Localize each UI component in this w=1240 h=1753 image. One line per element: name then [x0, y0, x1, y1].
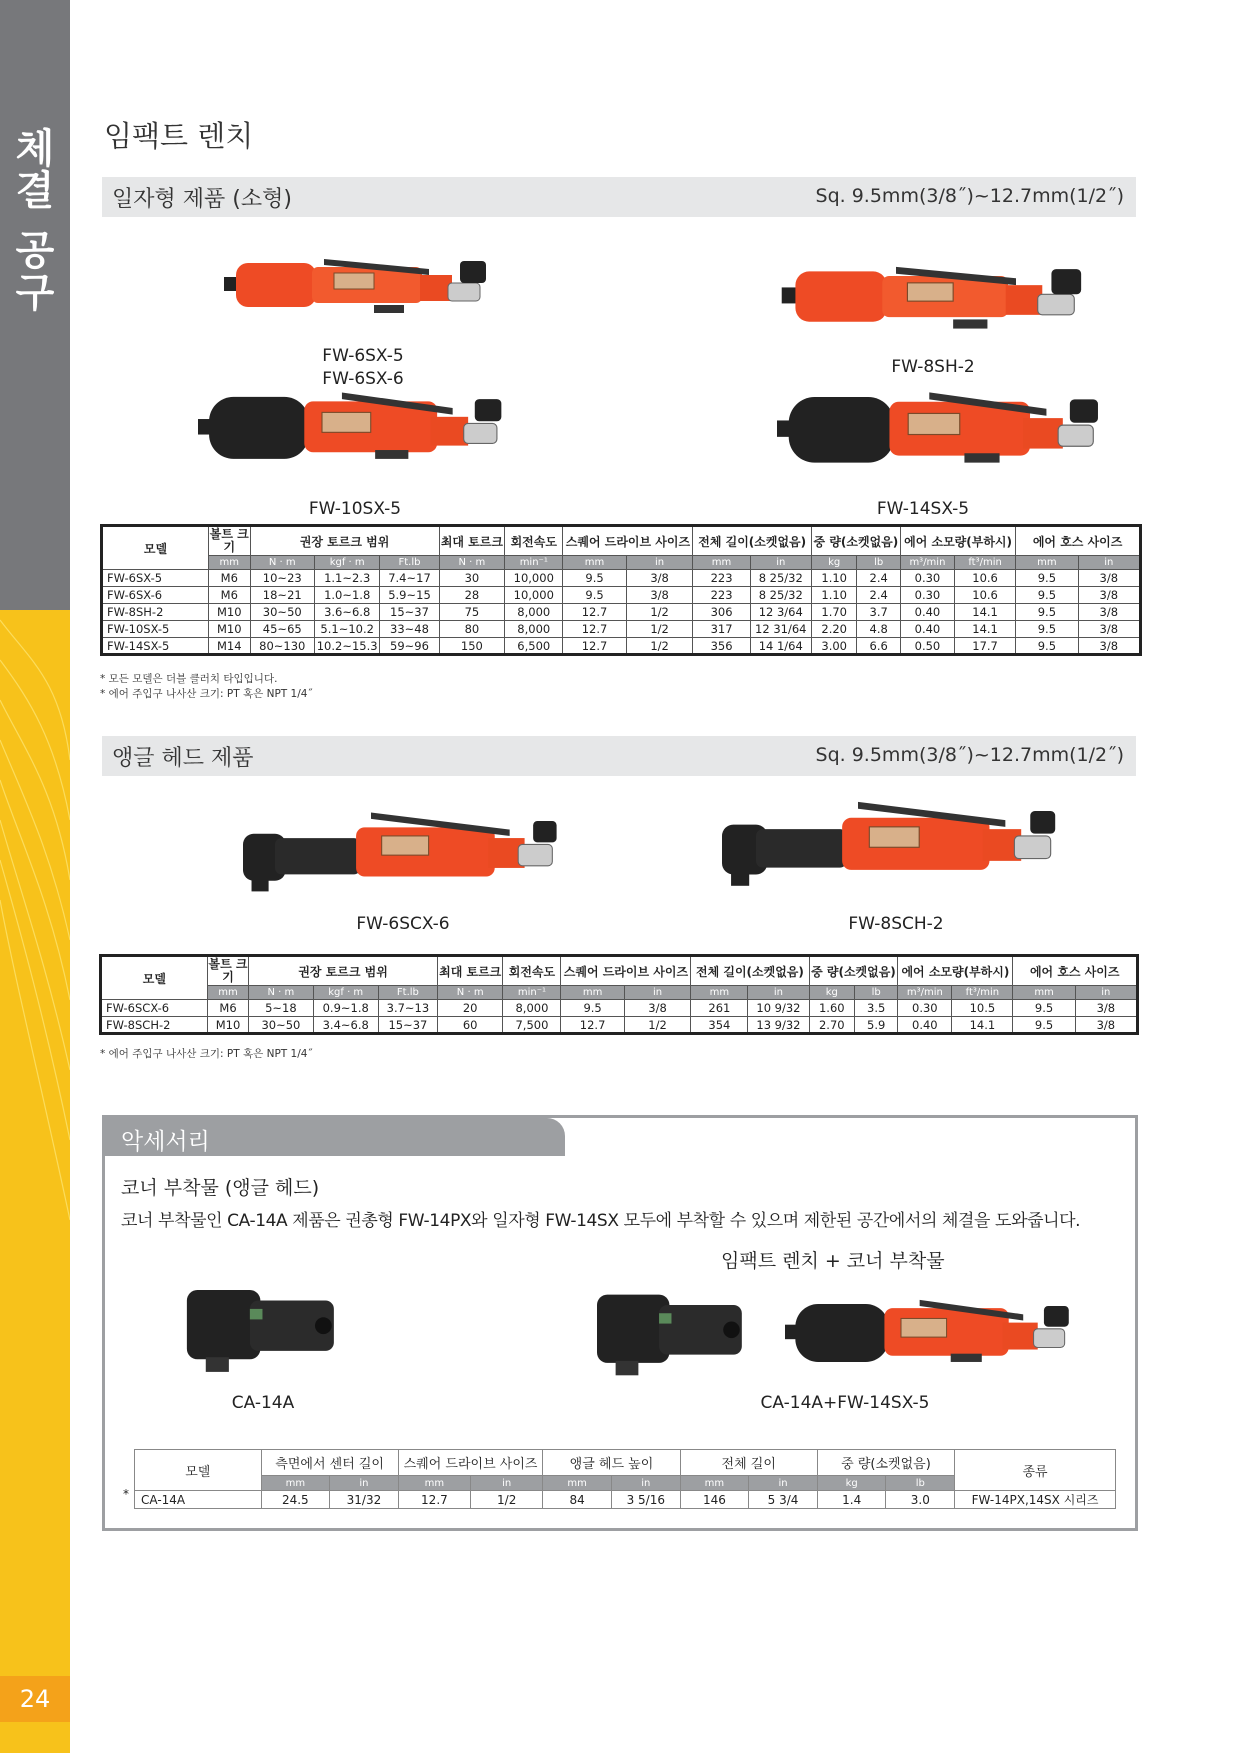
table-cell: 12.7 — [398, 1491, 470, 1509]
accessory-box — [102, 1115, 1138, 1531]
table-cell: 14 1/64 — [750, 638, 811, 655]
unit-cell: mm — [543, 1476, 612, 1491]
acc-header-center-length: 측면에서 센터 길이 — [261, 1450, 398, 1476]
table-row — [102, 587, 1141, 604]
table-cell: M10 — [209, 604, 251, 621]
unit-cell: kg — [817, 1476, 886, 1491]
unit-cell: mm — [207, 986, 248, 1000]
sidebar-char: 체 — [15, 126, 55, 172]
table-cell: 30 — [439, 570, 505, 587]
unit-cell: mm — [1016, 556, 1078, 570]
table-cell: 17.7 — [954, 638, 1015, 655]
table-cell: 12 3/64 — [750, 604, 811, 621]
table-cell: 1.60 — [809, 1000, 855, 1017]
unit-cell: mm — [209, 556, 251, 570]
table-cell: 1.10 — [811, 587, 857, 604]
spec-table-body — [101, 1000, 1138, 1034]
spec-table-angle — [99, 954, 1139, 1035]
sidebar — [0, 0, 70, 1753]
unit-cell: Ft.lb — [380, 556, 439, 570]
note: * 에어 주입구 나사산 크기: PT 혹은 NPT 1/4˝ — [100, 1048, 313, 1060]
table-cell: 0.30 — [900, 570, 954, 587]
table-cell: 12.7 — [563, 638, 626, 655]
product-caption: FW-14SX-5 — [876, 499, 970, 519]
table-cell: 2.20 — [811, 621, 857, 638]
header-weight: 중 량(소켓없음) — [811, 526, 900, 556]
model-cell: FW-8SH-2 — [102, 604, 209, 621]
table-cell: 306 — [693, 604, 750, 621]
acc-header-head-height: 앵글 헤드 높이 — [543, 1450, 680, 1476]
table-cell: 12 31/64 — [750, 621, 811, 638]
unit-cell: kg — [809, 986, 855, 1000]
table-cell: 10,000 — [505, 587, 563, 604]
table-cell: 2.4 — [857, 587, 900, 604]
table-cell: 0.40 — [900, 604, 954, 621]
table-cell: M10 — [207, 1017, 248, 1034]
product-photo-ca-14a — [183, 1290, 343, 1374]
product-caption: FW-6SCX-6 — [356, 914, 450, 934]
product-caption: FW-8SH-2 — [891, 357, 975, 377]
table-row — [102, 638, 1141, 655]
product-photo-fw-6sx — [224, 253, 494, 323]
header-max-torque: 최대 토르크 — [437, 956, 502, 986]
table-cell: M6 — [209, 587, 251, 604]
table-cell: 3/8 — [1075, 1017, 1137, 1034]
header-air: 에어 소모량(부하시) — [898, 956, 1013, 986]
table-cell: 14.1 — [952, 1017, 1013, 1034]
combo-title: 임팩트 렌치 + 코너 부착물 — [721, 1250, 945, 1272]
unit-cell: kg — [811, 556, 857, 570]
table-cell: 223 — [693, 587, 750, 604]
table-cell: 6.6 — [857, 638, 900, 655]
unit-cell: in — [748, 986, 809, 1000]
table-cell: 45~65 — [250, 621, 314, 638]
product-photo-fw-8sh-2 — [776, 260, 1096, 340]
header-model: 모델 — [101, 956, 208, 1000]
table-row — [102, 604, 1141, 621]
table-cell: 60 — [437, 1017, 502, 1034]
table-cell: 0.50 — [900, 638, 954, 655]
table-cell: 1.70 — [811, 604, 857, 621]
product-caption: CA-14A+FW-14SX-5 — [760, 1393, 930, 1413]
table-cell: 10.6 — [954, 570, 1015, 587]
acc-header-weight: 중 량(소켓없음) — [817, 1450, 954, 1476]
header-speed: 회전속도 — [505, 526, 563, 556]
unit-cell: lb — [857, 556, 900, 570]
table-cell: 10.5 — [952, 1000, 1013, 1017]
acc-model-cell: CA-14A — [135, 1491, 262, 1509]
table-cell: 354 — [691, 1017, 748, 1034]
table-row — [102, 570, 1141, 587]
table-cell: 0.30 — [898, 1000, 952, 1017]
size-range: Sq. 9.5mm(3/8˝)~12.7mm(1/2˝) — [815, 185, 1124, 207]
unit-cell: mm — [561, 986, 624, 1000]
acc-header-model: 모델 — [135, 1450, 262, 1491]
unit-cell: mm — [1013, 986, 1075, 1000]
table-row — [101, 1017, 1138, 1034]
spec-table-body — [102, 570, 1141, 655]
unit-cell: in — [611, 1476, 680, 1491]
unit-cell: lb — [886, 1476, 955, 1491]
unit-cell: in — [330, 1476, 399, 1491]
table-cell: 8 25/32 — [750, 587, 811, 604]
table-cell: 1.4 — [817, 1491, 886, 1509]
unit-cell: N · m — [249, 986, 313, 1000]
unit-cell: min⁻¹ — [503, 986, 561, 1000]
table-cell: 5~18 — [249, 1000, 313, 1017]
table-cell: 10.2~15.3 — [314, 638, 379, 655]
unit-cell: Ft.lb — [378, 986, 437, 1000]
table-cell: 20 — [437, 1000, 502, 1017]
table-cell: 3 5/16 — [611, 1491, 680, 1509]
table-cell: 3/8 — [1078, 587, 1140, 604]
table-cell: 10~23 — [250, 570, 314, 587]
unit-cell: in — [624, 986, 691, 1000]
unit-cell: mm — [680, 1476, 749, 1491]
table-cell: 13 9/32 — [748, 1017, 809, 1034]
table-cell: 8,000 — [505, 604, 563, 621]
header-square-drive: 스퀘어 드라이브 사이즈 — [561, 956, 691, 986]
unit-cell: mm — [261, 1476, 330, 1491]
table-cell: M10 — [209, 621, 251, 638]
table-cell: 7.4~17 — [380, 570, 439, 587]
unit-cell: in — [1075, 986, 1137, 1000]
model-cell: FW-14SX-5 — [102, 638, 209, 655]
section-bar-straight — [102, 177, 1136, 217]
table-cell: 10 9/32 — [748, 1000, 809, 1017]
table-cell: 0.9~1.8 — [313, 1000, 378, 1017]
table-cell: 1.10 — [811, 570, 857, 587]
table-cell: 3.4~6.8 — [313, 1017, 378, 1034]
unit-cell: N · m — [439, 556, 505, 570]
table-cell: 3/8 — [1075, 1000, 1137, 1017]
spec-table-straight — [100, 524, 1142, 656]
table-cell: 9.5 — [1016, 570, 1078, 587]
table-cell: 3.5 — [855, 1000, 898, 1017]
product-photo-ca-14a-combo — [597, 1294, 747, 1378]
table-cell: 150 — [439, 638, 505, 655]
table-cell: 1/2 — [626, 621, 693, 638]
table-cell: 15~37 — [380, 604, 439, 621]
unit-cell: m³/min — [898, 986, 952, 1000]
table-cell: 80 — [439, 621, 505, 638]
unit-cell: min⁻¹ — [505, 556, 563, 570]
model-cell: FW-10SX-5 — [102, 621, 209, 638]
table-cell: 9.5 — [1016, 638, 1078, 655]
unit-cell: in — [750, 556, 811, 570]
model-cell: FW-6SCX-6 — [101, 1000, 208, 1017]
table-cell: 3/8 — [626, 587, 693, 604]
header-bolt: 볼트 크기 — [209, 527, 249, 554]
table-cell: 2.70 — [809, 1017, 855, 1034]
table-cell: 8,000 — [503, 1000, 561, 1017]
unit-cell: mm — [398, 1476, 470, 1491]
table-cell: 12.7 — [561, 1017, 624, 1034]
section-bar-angle — [102, 736, 1136, 776]
product-caption: FW-6SX-5 FW-6SX-6 — [322, 346, 404, 389]
size-range: Sq. 9.5mm(3/8˝)~12.7mm(1/2˝) — [815, 744, 1124, 766]
table-cell: 3.7 — [857, 604, 900, 621]
unit-cell: kgf · m — [314, 556, 379, 570]
table-cell: 3/8 — [626, 570, 693, 587]
table-cell: M14 — [209, 638, 251, 655]
table-cell: 0.30 — [900, 587, 954, 604]
table-cell: 6,500 — [505, 638, 563, 655]
table-cell: 0.40 — [898, 1017, 952, 1034]
table-cell: 1/2 — [471, 1491, 543, 1509]
note: * 모든 모델은 더블 클러치 타입입니다. — [100, 673, 278, 685]
table-cell: 9.5 — [1013, 1000, 1075, 1017]
sidebar-wave-decoration — [0, 600, 70, 1680]
table-cell: 84 — [543, 1491, 612, 1509]
table-cell: 317 — [693, 621, 750, 638]
accessory-subtitle: 코너 부착물 (앵글 헤드) — [121, 1177, 320, 1199]
table-cell: 8,000 — [505, 621, 563, 638]
table-row — [135, 1491, 1116, 1509]
product-caption: FW-10SX-5 — [308, 499, 402, 519]
product-photo-fw-14sx-5 — [776, 390, 1106, 472]
table-cell: 10.6 — [954, 587, 1015, 604]
table-row — [102, 621, 1141, 638]
table-cell: 12.7 — [563, 621, 626, 638]
header-torque-range: 권장 토르크 범위 — [249, 956, 438, 986]
table-cell: 9.5 — [1013, 1017, 1075, 1034]
model-cell: FW-6SX-5 — [102, 570, 209, 587]
table-cell: 3.7~13 — [378, 1000, 437, 1017]
table-cell: 5.9~15 — [380, 587, 439, 604]
table-cell: 12.7 — [563, 604, 626, 621]
table-cell: 14.1 — [954, 604, 1015, 621]
table-cell: 30~50 — [249, 1017, 313, 1034]
table-cell: 9.5 — [563, 587, 626, 604]
table-cell: 80~130 — [250, 638, 314, 655]
accessory-tab-label: 악세서리 — [121, 1129, 210, 1155]
unit-cell: m³/min — [900, 556, 954, 570]
page-title: 임팩트 렌치 — [104, 119, 254, 153]
header-hose: 에어 호스 사이즈 — [1013, 956, 1138, 986]
table-cell: 0.40 — [900, 621, 954, 638]
unit-cell: mm — [693, 556, 750, 570]
table-cell: 3.6~6.8 — [314, 604, 379, 621]
unit-cell: N · m — [437, 986, 502, 1000]
table-cell: 30~50 — [250, 604, 314, 621]
table-cell: 33~48 — [380, 621, 439, 638]
unit-cell: in — [749, 1476, 818, 1491]
acc-header-length: 전체 길이 — [680, 1450, 817, 1476]
header-max-torque: 최대 토르크 — [439, 526, 505, 556]
star-marker: * — [123, 1487, 129, 1501]
table-cell: 1.0~1.8 — [314, 587, 379, 604]
table-cell: 1/2 — [624, 1017, 691, 1034]
table-cell: 9.5 — [1016, 604, 1078, 621]
header-length: 전체 길이(소켓없음) — [693, 526, 811, 556]
note: * 에어 주입구 나사산 크기: PT 혹은 NPT 1/4˝ — [100, 688, 313, 700]
table-cell: 146 — [680, 1491, 749, 1509]
sidebar-char: 결 — [15, 168, 55, 214]
table-cell: 8 25/32 — [750, 570, 811, 587]
header-torque-range: 권장 토르크 범위 — [250, 526, 439, 556]
sidebar-char: 구 — [15, 270, 55, 316]
table-cell: 5.9 — [855, 1017, 898, 1034]
model-cell: FW-6SX-6 — [102, 587, 209, 604]
table-cell: 356 — [693, 638, 750, 655]
table-cell: 24.5 — [261, 1491, 330, 1509]
header-hose: 에어 호스 사이즈 — [1016, 526, 1141, 556]
table-cell: 9.5 — [1016, 621, 1078, 638]
accessory-table — [134, 1449, 1116, 1509]
product-caption: FW-8SCH-2 — [848, 914, 944, 934]
sidebar-title — [13, 128, 57, 314]
header-model: 모델 — [102, 526, 209, 570]
table-cell: 3.00 — [811, 638, 857, 655]
table-cell: 3.0 — [886, 1491, 955, 1509]
table-cell: 1/2 — [626, 638, 693, 655]
table-cell: 5 3/4 — [749, 1491, 818, 1509]
table-cell: 4.8 — [857, 621, 900, 638]
table-cell: 3/8 — [1078, 570, 1140, 587]
header-square-drive: 스퀘어 드라이브 사이즈 — [563, 526, 693, 556]
table-cell: 59~96 — [380, 638, 439, 655]
acc-header-square-drive: 스퀘어 드라이브 사이즈 — [398, 1450, 543, 1476]
table-cell: 14.1 — [954, 621, 1015, 638]
unit-cell: in — [626, 556, 693, 570]
table-cell: 1/2 — [626, 604, 693, 621]
unit-cell: N · m — [250, 556, 314, 570]
page-number: 24 — [0, 1676, 70, 1722]
table-cell: 9.5 — [1016, 587, 1078, 604]
accessory-description: 코너 부착물인 CA-14A 제품은 권총형 FW-14PX와 일자형 FW-14SX 모두에 부착할 수 있으며 제한된 공간에서의 체결을 도와줍니다. — [121, 1211, 1081, 1231]
table-cell: 3/8 — [1078, 638, 1140, 655]
table-cell: 3/8 — [1078, 621, 1140, 638]
table-cell: 9.5 — [561, 1000, 624, 1017]
table-cell: 7,500 — [503, 1017, 561, 1034]
table-cell: FW-14PX,14SX 시리즈 — [955, 1491, 1116, 1509]
table-cell: 3/8 — [1078, 604, 1140, 621]
sidebar-char: 공 — [15, 228, 55, 274]
product-photo-fw-8sch-2 — [722, 797, 1062, 893]
unit-cell: ft³/min — [954, 556, 1015, 570]
table-cell: M6 — [207, 1000, 248, 1017]
table-cell: 31/32 — [330, 1491, 399, 1509]
table-cell: 5.1~10.2 — [314, 621, 379, 638]
table-cell: M6 — [209, 570, 251, 587]
table-cell: 261 — [691, 1000, 748, 1017]
unit-cell: mm — [691, 986, 748, 1000]
unit-cell: lb — [855, 986, 898, 1000]
notes-straight — [100, 672, 313, 702]
table-cell: 9.5 — [563, 570, 626, 587]
header-weight: 중 량(소켓없음) — [809, 956, 898, 986]
table-cell: 1.1~2.3 — [314, 570, 379, 587]
accessory-tab — [105, 1118, 565, 1156]
table-row — [101, 1000, 1138, 1017]
product-photo-fw-6scx-6 — [243, 805, 563, 901]
unit-cell: mm — [563, 556, 626, 570]
table-cell: 18~21 — [250, 587, 314, 604]
unit-cell: in — [1078, 556, 1140, 570]
header-bolt: 볼트 크기 — [208, 957, 248, 984]
header-length: 전체 길이(소켓없음) — [691, 956, 809, 986]
table-cell: 28 — [439, 587, 505, 604]
table-cell: 15~37 — [378, 1017, 437, 1034]
unit-cell: kgf · m — [313, 986, 378, 1000]
table-cell: 75 — [439, 604, 505, 621]
table-cell: 10,000 — [505, 570, 563, 587]
unit-cell: in — [471, 1476, 543, 1491]
product-caption: CA-14A — [231, 1393, 295, 1413]
product-photo-fw-10sx-5 — [198, 388, 508, 470]
table-cell: 2.4 — [857, 570, 900, 587]
section-title: 일자형 제품 (소형) — [112, 187, 292, 212]
header-speed: 회전속도 — [503, 956, 561, 986]
acc-header-type: 종류 — [955, 1450, 1116, 1491]
model-cell: FW-8SCH-2 — [101, 1017, 208, 1034]
header-air: 에어 소모량(부하시) — [900, 526, 1015, 556]
table-cell: 223 — [693, 570, 750, 587]
table-cell: 3/8 — [624, 1000, 691, 1017]
unit-cell: ft³/min — [952, 986, 1013, 1000]
section-title: 앵글 헤드 제품 — [112, 746, 254, 771]
product-photo-fw-14sx-5-combo — [785, 1294, 1075, 1374]
notes-angle — [100, 1047, 313, 1062]
